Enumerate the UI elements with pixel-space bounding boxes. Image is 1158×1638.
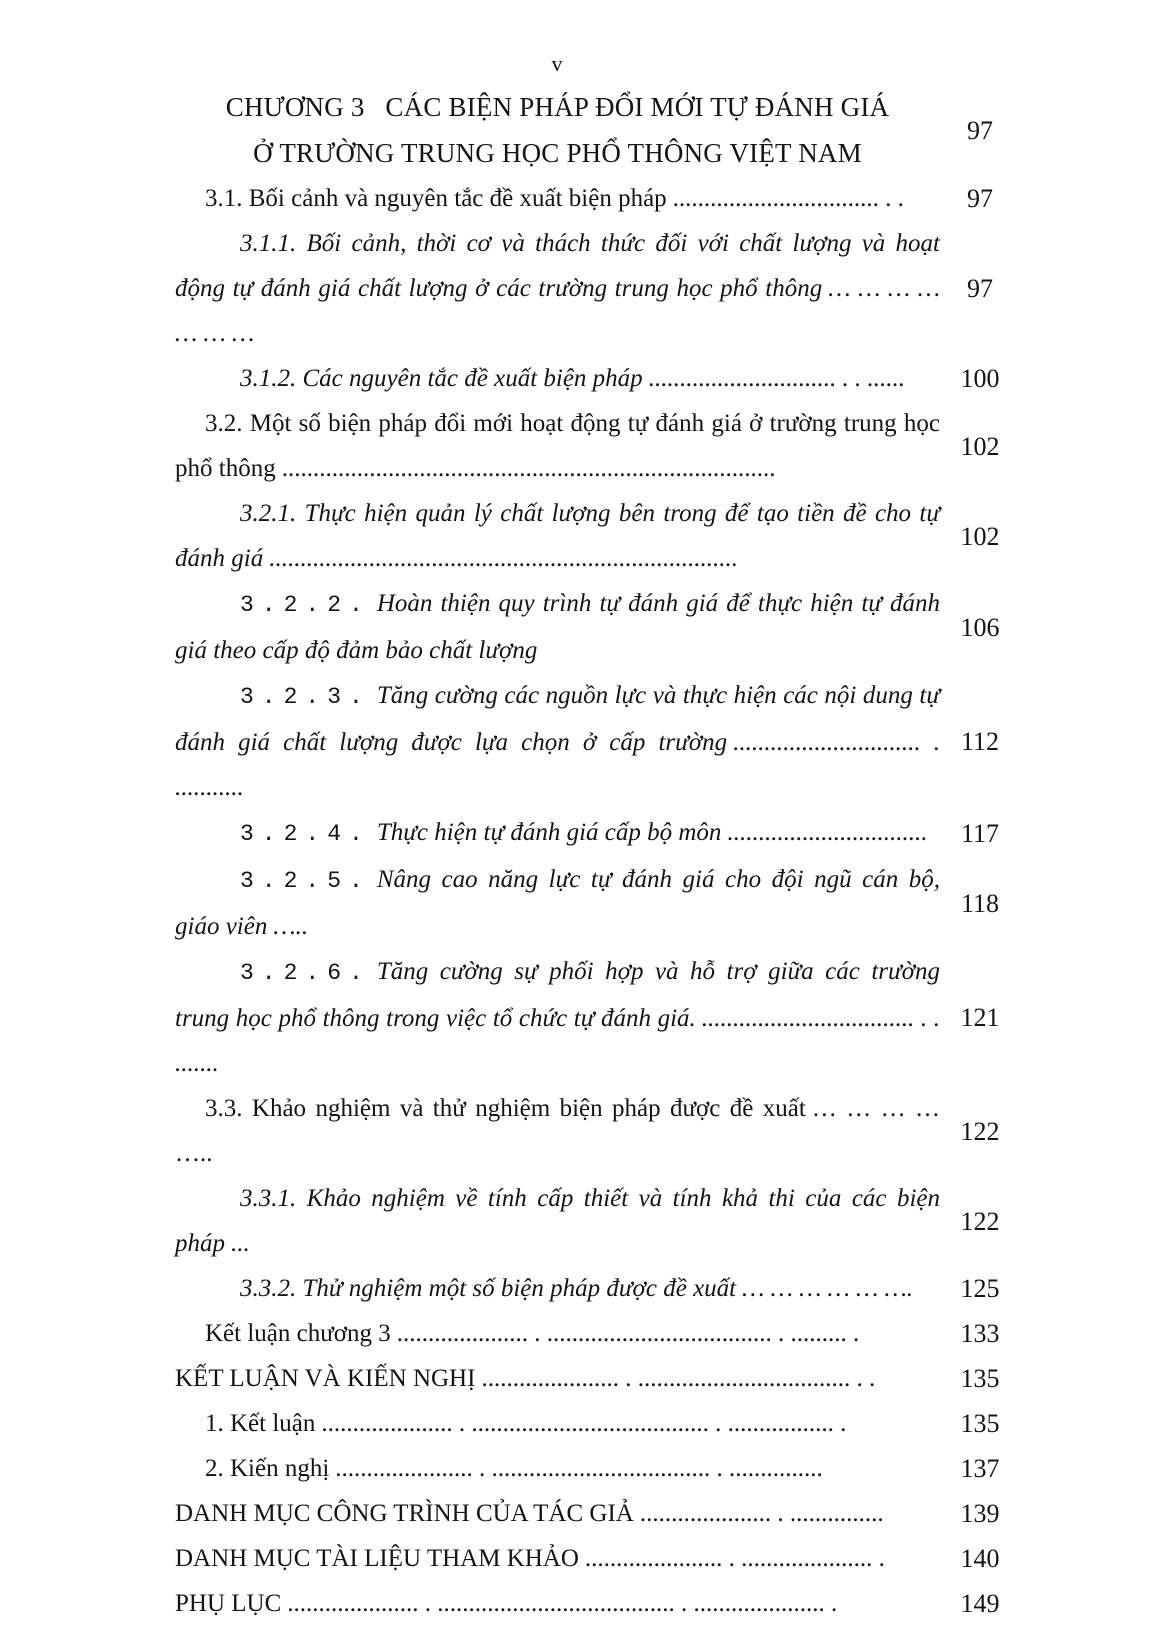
toc-entry-text [175, 1266, 940, 1311]
toc-entry-3-3-2 [175, 1266, 1020, 1311]
toc-entry-body: Tăng cường các nguồn lực và thực hiện các nội dung tự đánh giá chất lượng được lựa chọn ở cấp trường [175, 682, 940, 756]
toc-entry-body: Hoàn thiện quy trình tự đánh giá để thực hiện tự đánh giá theo cấp độ đảm bảo chất lượng [175, 590, 940, 664]
toc-entry-body: 3.1.2. Các nguyên tắc đề xuất biện pháp [240, 365, 643, 392]
toc-entry-leader-dots: … … … … … … … [175, 275, 940, 347]
toc-entry-page-number: 125 [960, 1274, 1000, 1303]
toc-entry-body: DANH MỤC CÔNG TRÌNH CỦA TÁC GIẢ [175, 1500, 634, 1527]
toc-entry-number: 3.2.3. [240, 684, 371, 710]
toc-entry-leader-dots: ... [231, 1230, 250, 1257]
toc-entry-text [175, 1491, 940, 1536]
toc-entry-body: Tăng cường sự phối hợp và hỗ trợ giữa các trường trung học phổ thông trong việc tổ chức tự đánh giá. [175, 958, 940, 1032]
folio-row [175, 44, 1020, 84]
toc-entry-page-number: 97 [967, 274, 993, 303]
toc-entry-text [175, 810, 940, 857]
toc-entry-body: KẾT LUẬN VÀ KIẾN NGHỊ [175, 1365, 476, 1392]
toc-entry-3-2-5 [175, 857, 1020, 949]
toc-entry-phu-luc [175, 1581, 1020, 1626]
toc-entry-number: 3.2.2. [240, 592, 371, 618]
toc-entry-text [175, 1581, 940, 1626]
toc-entry-2-kien-nghi [175, 1446, 1020, 1491]
toc-entry-leader-dots: ...................... . .................................. . . [481, 1365, 876, 1392]
toc-entry-body: 3.3.2. Thử nghiệm một số biện pháp được đề xuất [240, 1275, 737, 1302]
toc-entry-body: DANH MỤC TÀI LIỆU THAM KHẢO [175, 1545, 579, 1572]
toc-entry-page-number: 121 [960, 1003, 1000, 1032]
toc-entry-leader-dots: ..................... . .................................... . ......... . [396, 1320, 860, 1347]
toc-entry-body: 3.2. Một số biện pháp đổi mới hoạt động tự đánh giá ở trường trung học phổ thông [175, 410, 940, 482]
toc-entry-leader-dots: ................................ [727, 819, 928, 846]
toc-entry-leader-dots: .............................. . ........... [175, 729, 940, 801]
toc-entry-text [175, 1356, 940, 1401]
toc-entry-3-2-2 [175, 581, 1020, 673]
toc-entry-3-2 [175, 401, 1020, 491]
folio-page-number: v [551, 51, 564, 76]
toc-entry-page-number: 97 [967, 184, 993, 213]
toc-entry-danh-muc-cong-trinh [175, 1491, 1020, 1536]
toc-entry-page-number: 122 [960, 1116, 1000, 1146]
toc-entry-number: 3.2.4. [240, 821, 371, 847]
toc-entry-page-number: 112 [960, 727, 1000, 756]
toc-entry-leader-dots: … … … … ….. [175, 1095, 940, 1167]
toc-entry-3-2-6 [175, 949, 1020, 1086]
toc-entry-leader-dots: ............................................................................... [281, 455, 776, 482]
toc-entry-text [175, 221, 940, 356]
toc-entry-leader-dots: ........................................................................... [269, 545, 738, 572]
chapter-heading [175, 84, 940, 176]
toc-entry-leader-dots: ..................... . ...................................... . ................. . [321, 1410, 847, 1437]
toc-entry-3-3 [175, 1086, 1020, 1176]
toc-entry-page-number: 122 [960, 1206, 1000, 1236]
toc-entry-text [175, 356, 940, 401]
toc-entry-leader-dots: ..................... . ...................................... . ..................... . [287, 1590, 838, 1617]
toc-entry-page-number: 135 [960, 1409, 1000, 1438]
toc-entry-3-2-4 [175, 810, 1020, 857]
toc-entry-page-number: 106 [960, 612, 1000, 642]
toc-entry-page-number: 133 [960, 1319, 1000, 1348]
toc-entry-page-number: 140 [960, 1544, 1000, 1573]
chapter-heading-line1: CHƯƠNG 3 CÁC BIỆN PHÁP ĐỔI MỚI TỰ ĐÁNH GIÁ [225, 92, 890, 122]
toc-entry-text [175, 1311, 940, 1356]
toc-entry-text [175, 1086, 940, 1176]
toc-entry-page-number: 118 [960, 888, 1000, 918]
toc-entry-leader-dots: ................................. . . [672, 185, 904, 212]
toc-entry-text [175, 1536, 940, 1581]
chapter-heading-line2: Ở TRƯỜNG TRUNG HỌC PHỔ THÔNG VIỆT NAM [253, 138, 862, 168]
toc-entry-page-number: 117 [960, 819, 1000, 848]
toc-entry-body: PHỤ LỤC [175, 1590, 282, 1617]
toc-entry-3-2-3 [175, 673, 1020, 810]
toc-entry-body: Thực hiện tự đánh giá cấp bộ môn [376, 819, 722, 846]
toc-entry-body: 3.2.1. Thực hiện quản lý chất lượng bên trong để tạo tiền đề cho tự đánh giá [175, 500, 940, 572]
toc-entry-number: 3.2.6. [240, 960, 371, 986]
toc-entry-page-number: 102 [960, 521, 1000, 551]
toc-entry-page-number: 100 [960, 364, 1000, 393]
toc-entry-page-number: 102 [960, 431, 1000, 461]
toc-entry-ket-luan-chuong-3 [175, 1311, 1020, 1356]
toc-entry-leader-dots: ..................... . ............... [639, 1500, 884, 1527]
toc-entry-body: Nâng cao năng lực tự đánh giá cho đội ngũ cán bộ, giáo viên [175, 866, 940, 940]
toc-entry-3-3-1 [175, 1176, 1020, 1266]
toc-entry-leader-dots: .................................. . . ....... [175, 1005, 941, 1077]
toc-entry-text [175, 581, 940, 673]
toc-entry-leader-dots: ….. [273, 913, 309, 940]
toc-entry-body: 1. Kết luận [205, 1410, 316, 1437]
toc-entry-page-number: 139 [960, 1499, 1000, 1528]
toc-entry-body: 3.1.1. Bối cảnh, thời cơ và thách thức đối với chất lượng và hoạt động tự đánh giá chất lượng ở các trường trung học phổ thông [175, 230, 940, 302]
toc-entry-body: 3.3. Khảo nghiệm và thử nghiệm biện pháp được đề xuất [205, 1095, 806, 1122]
toc-entry-body: 3.1. Bối cảnh và nguyên tắc đề xuất biện pháp [205, 185, 667, 212]
toc-entry-leader-dots: ...................... . ................................... . ............... [335, 1455, 823, 1482]
toc-entry-text [175, 1446, 940, 1491]
toc-entry-3-1 [175, 176, 1020, 221]
toc-entry-text [175, 857, 940, 949]
toc-entry-page-number: 135 [960, 1364, 1000, 1393]
toc-entry-number: 3.2.5. [240, 868, 371, 894]
toc-entry-1-ket-luan [175, 1401, 1020, 1446]
toc-entry-ket-luan-va-kien-nghi [175, 1356, 1020, 1401]
toc-entry-body: Kết luận chương 3 [205, 1320, 391, 1347]
toc-entry-leader-dots: ...................... . ..................... . [584, 1545, 885, 1572]
toc-entry-leader-dots: … … … … … …. [742, 1275, 913, 1302]
toc-entry-danh-muc-tai-lieu [175, 1536, 1020, 1581]
chapter-page-number: 97 [967, 115, 993, 145]
toc-entry-text [175, 176, 940, 221]
toc-entry-3-2-1 [175, 491, 1020, 581]
toc-entry-text [175, 949, 940, 1086]
toc-entry-text [175, 1176, 940, 1266]
toc-entry-page-number: 137 [960, 1454, 1000, 1483]
toc-entry-body: 2. Kiến nghị [205, 1455, 330, 1482]
toc-entry-page-number: 149 [960, 1589, 1000, 1618]
toc-entry-leader-dots: .............................. . . ...... [648, 365, 905, 392]
toc-entry-text [175, 1401, 940, 1446]
toc-entry-text [175, 673, 940, 810]
toc-entry-body: 3.3.1. Khảo nghiệm về tính cấp thiết và tính khả thi của các biện pháp [175, 1185, 940, 1257]
toc-entry-text [175, 401, 940, 491]
toc-entry-3-1-1 [175, 221, 1020, 356]
toc-entry-3-1-2 [175, 356, 1020, 401]
chapter-heading-row [175, 84, 1020, 176]
toc-entry-text [175, 491, 940, 581]
